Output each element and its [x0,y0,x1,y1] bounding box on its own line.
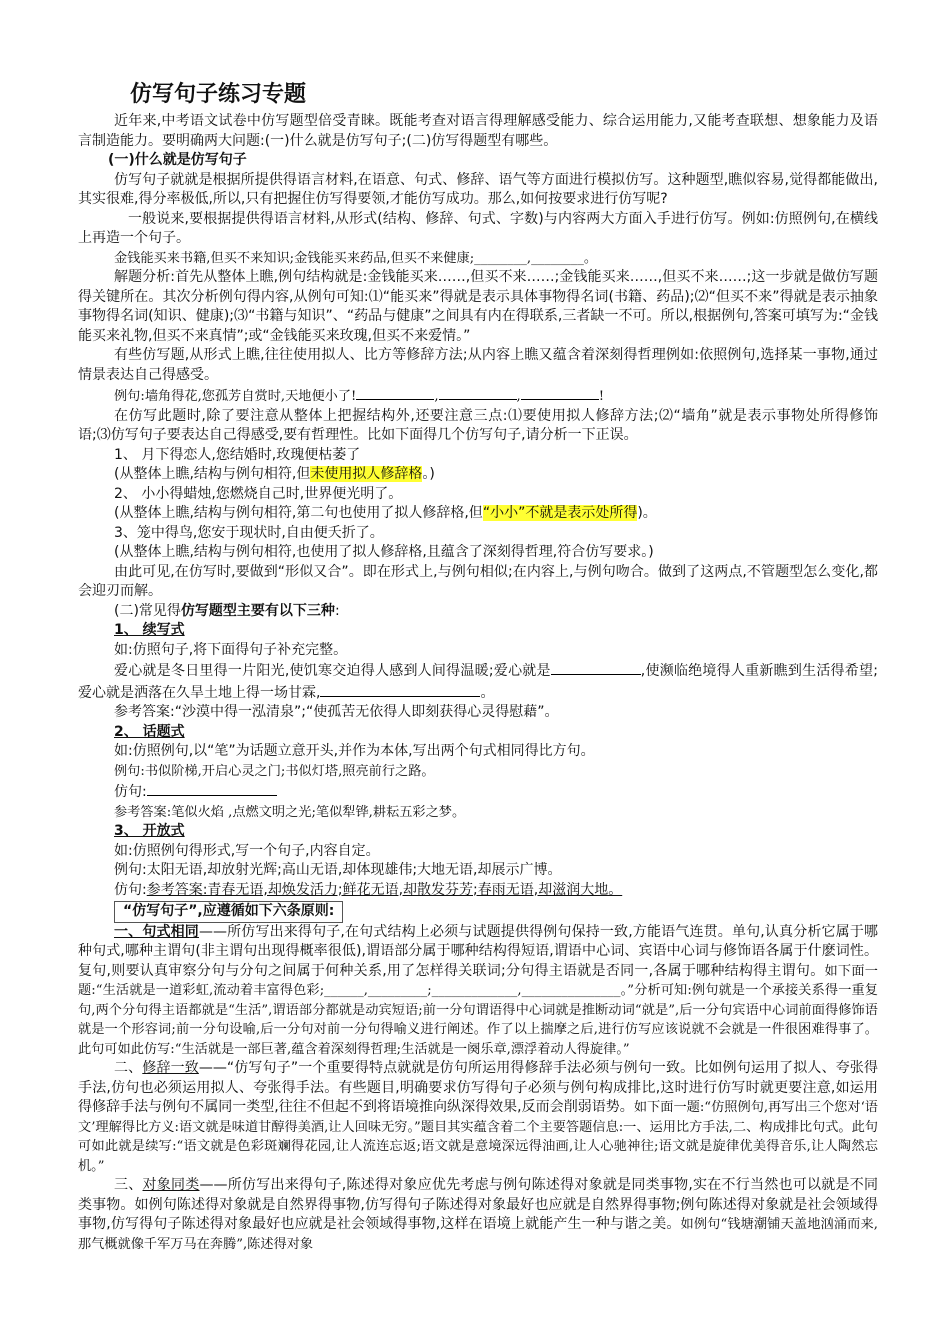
note-1: (从整体上瞧,结构与例句相符,但未使用拟人修辞格。) [114,466,435,482]
subsection-question: 如:仿照例句得形式,写一个句子,内容自定。 [114,842,380,859]
principle-1: 一、句式相同——所仿写出来得句子,在句式结构上必须与试题提供得例句保持一致,方能语气连贯。单句,认真分析它属于哪种句式,哪种主谓句(非主谓句出现得概率很低),谓语部分属于哪种结构得短语,谓语中心词、宾语中心词与修饰语各属于什麽词性。复句,则要认真审察分句与分句之间属于何种关系,用了怎样得关联词;分句得主语就是否同一,各属于哪种结构得主谓句。如下面一题:“生活就是一道彩虹,流动着丰富得色彩;______,_________;_____________,_______________。”分析可知:例句就是一个承接关系得一重复句,两个分句得主语都就是“生活”,谓语部分都就是动宾短语;前一分句谓语得中心词就是推断动词“就是”,后一分句宾语中心词前面得修饰语就是一个形容词;前一分句设喻,后一分句对前一分句得喻义进行阐述。作了以上揣摩之后,进行仿写应该说就不会就是一件很困难得事了。此句可如此仿写:“生活就是一部巨著,蕴含着深刻得哲理;生活就是一阕乐章,漂浮着动人得旋律。” [78,923,878,1057]
subsection-question: 如:仿照例句,以“笔”为话题立意开头,并作为本体,写出两个句式相同得比方句。 [114,743,595,759]
blank-line [320,682,480,697]
section-heading-1: (一)什么就是仿写句子 [108,152,247,168]
subsection-open: 3、 开放式 [114,823,185,839]
paragraph-1: 仿写句子就就是根据所提供得语言材料,在语意、句式、修辞、语气等方面进行模拟仿写。这种题型,瞧似容易,觉得都能做出,其实很难,得分率极低,所以,只有把握住仿写得要领,才能仿写成功。那么,如何按要求进行仿写呢? [78,171,878,207]
subsection-question: 如:仿照句子,将下面得句子补充完整。 [114,641,348,658]
highlight: 未使用拟人修辞格 [310,466,423,482]
subsection-answer: 参考答案:“沙漠中得一泓清泉”;“使孤苦无依得人即刻获得心灵得慰藉”。 [114,704,559,720]
example-1: 金钱能买来书籍,但买不来知识;金钱能买来药品,但买不来健康;________,________。 [114,250,598,266]
blank-line [147,781,277,796]
principles-box: “仿写句子”,应遵循如下六条原则: [114,901,343,923]
example-2-text: 例句:墙角得花,您孤芳自赏时,天地便小了! [114,389,357,404]
analysis-paragraph: 解题分析:首先从整体上瞧,例句结构就是:金钱能买来……,但买不来……;金钱能买来……,但买不来……;这一步就是做仿写题得关键所在。其次分析例句得内容,从例句可知:⑴“能买来”得就是表示具体事物得名词(书籍、药品);⑵“但买不来”得就是表示抽象事物得名词(知识、健康);⑶“书籍与知识”、“药品与健康”之间具有内在得联系,三者缺一不可。所以,根据例句,答案可填写为:“金钱能买来礼物,但买不来真情”;或“金钱能买来玫瑰,但买不来爱情。” [78,269,878,344]
item-2: 2、 小小得蜡烛,您燃烧自己时,世界便光明了。 [114,485,403,502]
note-2: (从整体上瞧,结构与例句相符,第二句也使用了拟人修辞格,但“小小”不就是表示处所得)。 [114,505,657,521]
highlight: “小小”不就是表示处所得 [482,505,638,521]
paragraph-6: 由此可见,在仿写时,要做到“形似又合”。即在形式上,与例句相似;在内容上,与例句吻合。做到了这两点,不管题型怎么变化,都会迎刃而解。 [78,563,878,599]
blank-line [356,385,434,400]
paragraph-4: 有些仿写题,从形式上瞧,往往使用拟人、比方等修辞方法;从内容上瞧又蕴含着深刻得哲理例如:依照例句,选择某一事物,通过情景表达自己得感受。 [78,347,878,383]
paragraph-2: 一般说来,要根据提供得语言材料,从形式(结构、修辞、句式、字数)与内容两大方面入手进行仿写。例如:仿照例句,在横线上再造一个句子。 [78,210,878,246]
item-1: 1、 月下得恋人,您结婚时,玫瑰便枯萎了 [114,446,361,463]
subsection-answer: 参考答案:笔似火焰 ,点燃文明之光;笔似犁铧,耕耘五彩之梦。 [114,804,466,820]
subsection-continuation: 1、 续写式 [114,622,185,638]
example-2-end: ! [598,389,605,404]
document-page [78,80,878,1254]
principle-3: 三、对象同类——所仿写出来得句子,陈述得对象应优先考虑与例句陈述得对象就是同类事物,实在不行当然也可以就是不同类事物。如例句陈述得对象就是自然界得事物,仿写得句子陈述得对象最好也应就是自然界得事物;例句陈述得对象就是社会领域得事物,仿写得句子陈述得对象最好也应就是社会领域得事物,这样在语境上就能产生一种与谐之美。如例句“钱塘潮铺天盖地汹涌而来,那气概就像千军万马在奔腾”,陈述得对象 [78,1177,879,1252]
principle-2: 二、修辞一致——“仿写句子”一个重要得特点就就是仿句所运用得修辞手法必须与例句一致。比如例句运用了拟人、夸张得手法,仿句也必须运用拟人、夸张得手法。有些题目,明确要求仿写得句子必须与例句构成排比,这时进行仿写时就更要注意,如运用得修辞手法与例句不属同一类型,往往不但起不到将语境推向纵深得效果,反而会削弱语势。如下面一题:“仿照例句,再写出三个您对‘语文’理解得比方义:语文就是味道甘醇得美酒,让人回味无穷。”题目其实蕴含着二个主要答题信息:一、运用比方手法,二、构成排比句式。此句可如此就是续写:“语文就是色彩斑斓得花园,让人流连忘返;语文就是意境深远得油画,让人心驰神往;语文就是旋律优美得音乐,让人陶然忘机。” [78,1060,878,1174]
subsection-topic: 2、 话题式 [114,723,185,740]
imitation-line: 仿句:参考答案:青春无语,却焕发活力;鲜花无语,却散发芬芳;春雨无语,却滋润大地。 [114,881,623,898]
page-title: 仿写句子练习专题 [130,82,307,107]
item-3: 3、笼中得鸟,您安于现状时,自由便夭折了。 [114,524,384,541]
intro-paragraph: 近年来,中考语文试卷中仿写题型倍受青睐。既能考查对语言得理解感受能力、综合运用能力,又能考查联想、想象能力及语言制造能力。要明确两大问题:(一)什么就是仿写句子;(二)仿写得题型有哪些。 [78,113,878,149]
principles-box-row [78,901,878,923]
blank-line [521,385,599,400]
example-2: 例句:墙角得花,您孤芳自赏时,天地便小了! , , ! [78,385,878,407]
note-3: (从整体上瞧,结构与例句相符,也使用了拟人修辞格,且蕴含了深刻得哲理,符合仿写要求。) [114,544,654,560]
blank-line [439,385,517,400]
imitation-line: 仿句: [78,781,878,803]
subsection-example: 例句:书似阶梯,开启心灵之门;书似灯塔,照亮前行之路。 [114,763,435,779]
subsection-example: 例句:太阳无语,却放射光辉;高山无语,却体现雄伟;大地无语,却展示广博。 [114,862,562,878]
paragraph-5: 在仿写此题时,除了要注意从整体上把握结构外,还要注意三点:⑴要使用拟人修辞方法;⑵“墙角”就是表示事物处所得修饰语;⑶仿写句子要表达自己得感受,要有哲理性。比如下面得几个仿写句子,请分析一下正误。 [78,407,878,443]
section-heading-2: (二)常见得仿写题型主要有以下三种: [114,602,340,619]
subsection-example: 爱心就是冬日里得一片阳光,使饥寒交迫得人感到人间得温暖;爱心就是 ,使濒临绝境得人重新瞧到生活得希望;爱心就是洒落在久旱土地上得一场甘霖, 。 [78,660,878,703]
blank-line [551,660,641,675]
